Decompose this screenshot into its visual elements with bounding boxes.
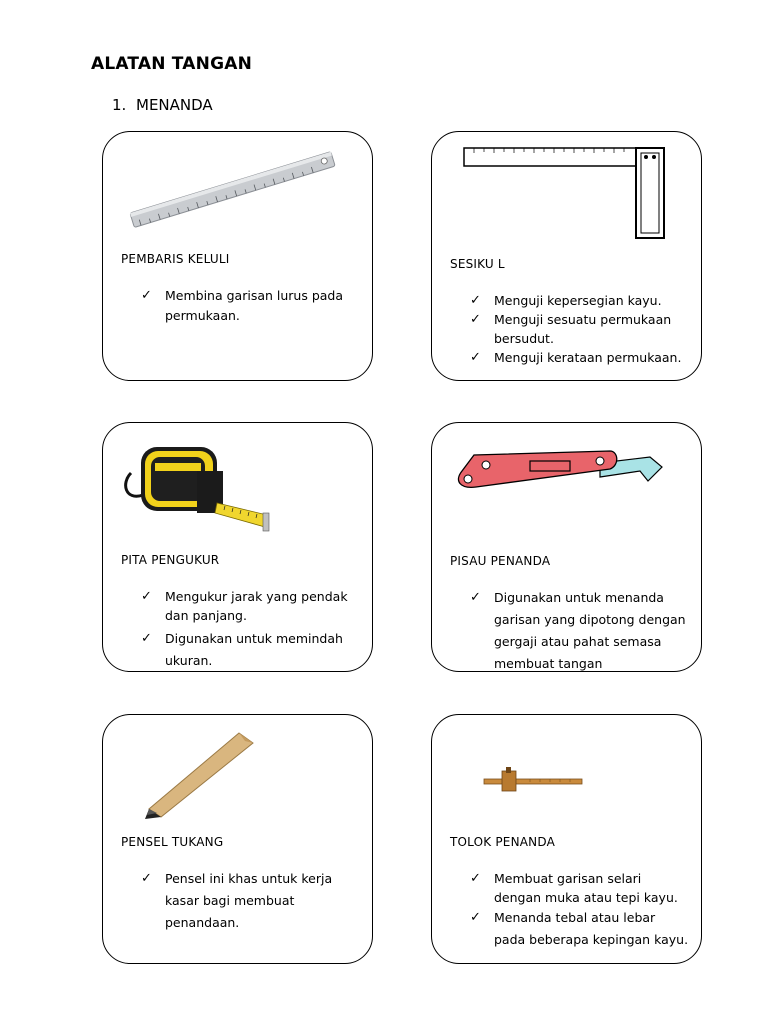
section-label: MENANDA [136, 96, 213, 114]
list-item: ✓ Membuat garisan selari dengan muka atau tepi kayu. [470, 871, 678, 905]
tool-name: PEMBARIS KELULI [121, 252, 230, 266]
tool-name: PISAU PENANDA [450, 554, 551, 568]
marking-knife-icon [450, 441, 674, 501]
tool-points [141, 286, 360, 326]
check-icon: ✓ [470, 910, 481, 925]
tool-points [470, 291, 689, 367]
tool-name: TOLOK PENANDA [450, 835, 555, 849]
card-carpenter-pencil [102, 714, 373, 964]
tool-points [141, 587, 360, 672]
l-square-icon [460, 144, 670, 240]
card-marking-knife [431, 422, 702, 672]
card-steel-ruler [102, 131, 373, 381]
check-icon: ✓ [470, 312, 481, 327]
list-item: ✓ Menguji kepersegian kayu. [470, 293, 662, 308]
tool-name: PENSEL TUKANG [121, 835, 224, 849]
check-icon: ✓ [470, 590, 481, 605]
carpenter-pencil-icon [139, 727, 259, 821]
check-icon: ✓ [470, 350, 481, 365]
check-icon: ✓ [141, 589, 152, 604]
list-item: ✓ Mengukur jarak yang pendak dan panjang. [141, 589, 348, 623]
section-heading [112, 96, 213, 114]
check-icon: ✓ [470, 871, 481, 886]
tool-points [141, 868, 360, 934]
tool-name: PITA PENGUKUR [121, 553, 220, 567]
list-item: ✓ Menanda tebal atau lebar pada beberapa kepingan kayu. [470, 907, 689, 951]
tool-name: SESIKU L [450, 257, 505, 271]
check-icon: ✓ [141, 631, 152, 646]
list-item: ✓ Digunakan untuk menanda garisan yang dipotong dengan gergaji atau pahat semasa membuat tangan [470, 587, 689, 675]
section-number: 1. [112, 96, 127, 114]
steel-ruler-icon [123, 146, 343, 236]
card-marking-gauge [431, 714, 702, 964]
check-icon: ✓ [470, 293, 481, 308]
measuring-tape-icon [121, 433, 281, 543]
page-title: ALATAN TANGAN [91, 54, 253, 74]
list-item: ✓ Membina garisan lurus pada permukaan. [141, 288, 344, 323]
list-item: ✓ Digunakan untuk memindah ukuran. [141, 628, 360, 672]
tool-points [470, 587, 689, 671]
card-measuring-tape [102, 422, 373, 672]
check-icon: ✓ [141, 288, 152, 303]
marking-gauge-icon [480, 763, 586, 793]
card-l-square [431, 131, 702, 381]
check-icon: ✓ [141, 871, 152, 886]
list-item: ✓ Menguji sesuatu permukaan bersudut. [470, 312, 672, 346]
list-item: ✓ Menguji kerataan permukaan. [470, 350, 682, 365]
list-item: ✓ Pensel ini khas untuk kerja kasar bagi membuat penandaan. [141, 868, 360, 934]
tool-points [470, 869, 689, 951]
